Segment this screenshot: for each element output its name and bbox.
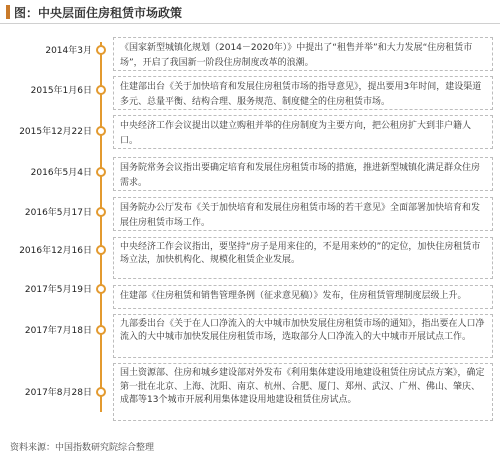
event-card: 国土资源部、住房和城乡建设部对外发布《利用集体建设用地建设租赁住房试点方案》，确定第一批在北京、上海、沈阳、南京、杭州、合肥、厦门、郑州、武汉、广州、佛山、肇庆、成都等13个城市开展利用集体建设用地建设租赁住房试点。 <box>113 363 493 421</box>
event-date: 2016年5月4日 <box>30 168 92 178</box>
event-card: 国务院办公厅发布《关于加快培育和发展住房租赁市场的若干意见》全面部署加快培育和发展住房租赁市场工作。 <box>113 197 493 231</box>
figure-header <box>0 0 500 24</box>
timeline-dot <box>96 245 106 255</box>
timeline-axis <box>100 42 102 412</box>
timeline-dot <box>96 325 106 335</box>
event-date: 2017年7月18日 <box>24 326 92 336</box>
event-date: 2017年5月19日 <box>24 285 92 295</box>
event-date: 2015年1月6日 <box>30 86 92 96</box>
timeline-dot <box>96 45 106 55</box>
event-card: 国务院常务会议指出要确定培育和发展住房租赁市场的措施，推进新型城镇化满足群众住房需求。 <box>113 157 493 191</box>
header-divider <box>0 23 500 24</box>
title-marker <box>6 5 10 19</box>
timeline-dot <box>96 85 106 95</box>
event-card: 九部委出台《关于在人口净流入的大中城市加快发展住房租赁市场的通知》，指出要在人口净流入的大中城市加快发展住房租赁市场，选取部分人口净流入的大中城市开展试点工作。 <box>113 314 493 358</box>
event-card: 住建部出台《关于加快培育和发展住房租赁市场的指导意见》，提出要用3年时间，建设渠道多元、总量平衡、结构合理、服务规范、制度健全的住房租赁市场。 <box>113 76 493 110</box>
timeline-dot <box>96 167 106 177</box>
event-card: 中央经济工作会议指出，要坚持“房子是用来住的，不是用来炒的”的定位，加快住房租赁市场立法，加快机构化、规模化租赁企业发展。 <box>113 237 493 279</box>
source-note: 资料来源：中国指数研究院综合整理 <box>10 443 155 453</box>
event-card: 住建部《住房租赁和销售管理条例（征求意见稿）》发布，住房租赁管理制度层级上升。 <box>113 285 493 309</box>
timeline-dot <box>96 387 106 397</box>
event-date: 2017年8月28日 <box>24 388 92 398</box>
event-card: 中央经济工作会议提出以建立购租并举的住房制度为主要方向，把公租房扩大到非户籍人口。 <box>113 115 493 149</box>
timeline-dot <box>96 126 106 136</box>
event-date: 2016年12月16日 <box>19 246 92 256</box>
timeline-dot <box>96 284 106 294</box>
event-date: 2014年3月 <box>45 46 92 56</box>
figure-title: 图：中央层面住房租赁市场政策 <box>14 6 183 20</box>
event-date: 2015年12月22日 <box>19 127 92 137</box>
event-card: 《国家新型城镇化规划（2014－2020年）》中提出了“租售并举”和大力发展“住房租赁市场”，开启了我国新一阶段住房制度改革的浪潮。 <box>113 37 493 71</box>
timeline-dot <box>96 207 106 217</box>
event-date: 2016年5月17日 <box>24 208 92 218</box>
